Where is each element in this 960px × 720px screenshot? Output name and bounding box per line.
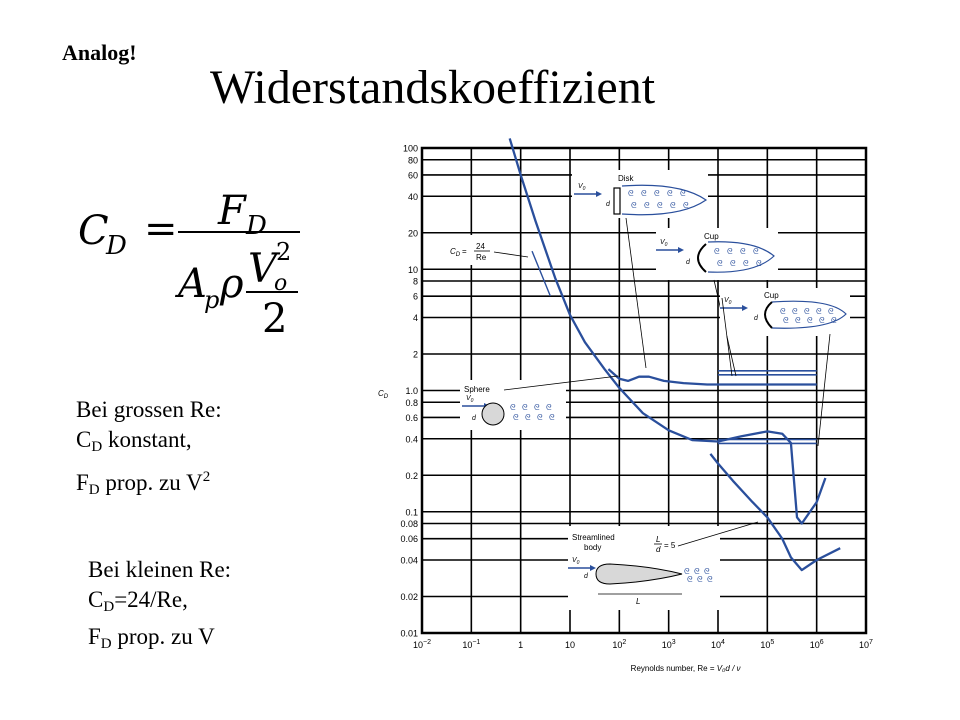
cup-b-eddy: ᘓ [792,307,798,316]
high-re-note [76,395,222,505]
y-tick-label: 4 [412,313,418,324]
formula-equals: = [144,206,178,252]
cup-b-eddy: ᘓ [831,316,837,325]
streamlined-eddy: ᘓ [704,567,710,576]
cup-b-eddy: ᘓ [783,316,789,325]
ld-value: = 5 [664,541,676,550]
cup-b-eddy: ᘓ [807,316,813,325]
cup-b-eddy: ᘓ [828,307,834,316]
streamlined-d-label: d [584,573,588,580]
stokes-label-eq: = [462,247,467,256]
y-tick-label: 0.1 [405,507,418,518]
cup-a-eddy: ᘓ [730,259,736,268]
y-tick-label: 0.08 [400,519,418,530]
sphere-d-label: d [472,415,476,422]
y-tick-label: 0.6 [405,412,418,423]
y-tick-label: 0.06 [400,534,418,545]
low-re-note [88,555,231,659]
cup-b-label: Cup [764,291,779,300]
cup-b-eddy: ᘓ [780,307,786,316]
disk-eddy: ᘓ [657,201,663,210]
sphere-eddy: ᘓ [525,413,531,422]
x-tick-label: $10^3$ [661,639,676,650]
cup-b-v0-label: $V_0$ [724,297,732,306]
analog-tag: Analog! [62,40,137,65]
x-tick-label: $10^5$ [760,639,775,650]
y-tick-label: 1.0 [405,386,418,396]
disk-eddy: ᘓ [631,201,637,210]
cup-a-eddy: ᘓ [753,247,759,256]
drag-coefficient-formula [78,182,318,342]
cup-a-eddy: ᘓ [714,247,720,256]
formula-rho: ρ [220,261,244,307]
disk-label: Disk [618,174,634,183]
formula-v-symbol: V [248,246,277,292]
x-tick-label: 1 [518,640,524,650]
sphere-eddy: ᘓ [549,413,555,422]
streamlined-v0-label: $V_0$ [572,557,580,566]
y-tick-label: 80 [407,155,418,166]
x-tick-label: $10^4$ [711,639,725,650]
sphere-eddy: ᘓ [534,403,540,412]
high-re-heading: Bei grossen Re: [76,397,222,422]
formula-v-exp: 2 [276,238,292,266]
sphere-label: Sphere [464,385,490,394]
formula-half-den: 2 [262,296,288,342]
cup-b-eddy: ᘓ [816,307,822,316]
x-tick-label: $10^{-2}$ [413,639,431,650]
x-axis-label: Reynolds number, Re = V₀d / ν [630,664,741,673]
y-tick-label: 0.2 [405,470,418,481]
x-tick-label: $10^6$ [809,639,824,650]
y-tick-label: 20 [407,228,418,239]
cup-a-v0-label: $V_0$ [660,239,668,248]
cup-a-eddy: ᘓ [717,259,723,268]
y-tick-label: 40 [407,191,418,202]
y-tick-label: 10 [407,264,418,275]
formula-fd-symbol: F [218,188,246,234]
disk-eddy: ᘓ [641,189,647,198]
y-tick-label: 100 [402,143,418,154]
x-tick-label: $10^7$ [859,639,873,650]
stokes-label-bg [448,235,502,265]
sphere-eddy: ᘓ [513,413,519,422]
low-re-line1: $C_D=24/Re$, [88,587,188,615]
low-re-heading: Bei kleinen Re: [88,557,232,582]
y-tick-label: 60 [407,170,418,181]
stokes-label-num: 24 [476,242,485,251]
x-tick-label: 10 [564,640,576,650]
y-tick-label: 0.8 [405,397,418,408]
cup-a-eddy: ᘓ [740,247,746,256]
cup-b-eddy: ᘓ [804,307,810,316]
y-tick-label: 0.01 [400,628,418,639]
drag-coefficient-chart [360,138,880,688]
formula-fd-sub: D [246,211,267,241]
stokes-label-lhs: $C_D$ [450,247,461,258]
y-tick-label: 2 [412,349,418,360]
sphere-eddy: ᘓ [510,403,516,412]
sphere-body [482,403,504,425]
x-tick-label: $10^{-1}$ [462,639,481,650]
y-tick-label: 8 [412,276,418,287]
slide-title: Widerstandskoeffizient [210,61,656,114]
stokes-label-den: Re [476,253,487,262]
y-tick-label: 0.04 [400,555,418,566]
disk-v0-label: $V_0$ [578,183,586,192]
y-tick-label: 6 [412,291,418,302]
high-re-line2: $F_D$ prop. zu $V^2$ [76,469,211,498]
disk-eddy: ᘓ [683,201,689,210]
sphere-eddy: ᘓ [537,413,543,422]
streamlined-eddy: ᘓ [694,567,700,576]
cup-a-eddy: ᘓ [743,259,749,268]
formula-ap-sub: p [204,286,220,314]
formula-ap-symbol: A [178,261,207,307]
formula-cd-symbol: C [78,208,109,254]
formula-v-sub: o [274,271,288,296]
streamlined-eddy: ᘓ [707,575,713,584]
y-tick-label: 0.4 [405,434,418,445]
low-re-line2: $F_D$ prop. zu V [88,624,215,652]
disk-eddy: ᘓ [667,189,673,198]
disk-eddy: ᘓ [670,201,676,210]
y-tick-label: 0.02 [400,592,418,603]
streamlined-eddy: ᘓ [697,575,703,584]
cup-b-eddy: ᘓ [819,316,825,325]
ld-den: d [656,545,661,554]
cup-a-d-label: d [686,259,690,266]
sphere-eddy: ᘓ [546,403,552,412]
x-tick-label: $10^2$ [612,639,627,650]
streamlined-label-1: Streamlined [572,533,615,542]
disk-body [614,188,620,214]
disk-eddy: ᘓ [628,189,634,198]
streamlined-label-2: body [584,543,602,552]
streamlined-eddy: ᘓ [684,567,690,576]
cup-b-d-label: d [754,315,758,322]
disk-eddy: ᘓ [654,189,660,198]
formula-cd-sub: D [106,231,127,261]
disk-eddy: ᘓ [644,201,650,210]
cup-a-label: Cup [704,232,719,241]
cup-a-eddy: ᘓ [727,247,733,256]
streamlined-L-label: L [636,597,641,606]
sphere-v0-label: $V_0$ [466,395,474,404]
sphere-eddy: ᘓ [522,403,528,412]
ld-num: L [656,535,661,544]
y-axis-label: $C_D$ [378,389,389,401]
cup-b-eddy: ᘓ [795,316,801,325]
high-re-line1: $C_D$ konstant, [76,427,192,455]
disk-d-label: d [606,201,610,208]
streamlined-eddy: ᘓ [687,575,693,584]
disk-eddy: ᘓ [680,189,686,198]
cup-a-eddy: ᘓ [756,259,762,268]
